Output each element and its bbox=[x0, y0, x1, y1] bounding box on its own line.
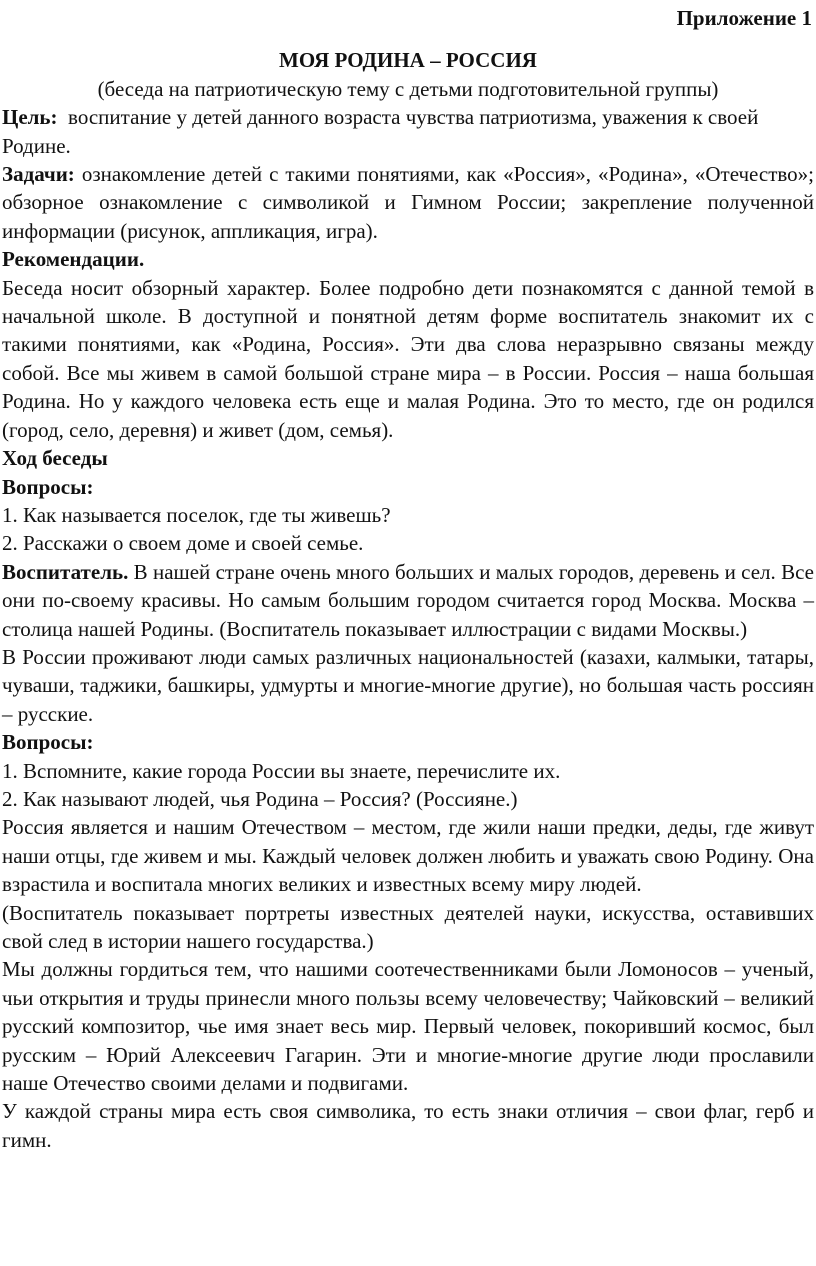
portraits-paragraph: (Воспитатель показывает портреты известных деятелей науки, искусства, оставивших свой след в истории нашего государства.) bbox=[2, 900, 814, 953]
document-title: МОЯ РОДИНА – РОССИЯ bbox=[279, 48, 537, 73]
fatherland-paragraph: Россия является и нашим Отечеством – местом, где жили наши предки, деды, где живут наши отцы, где живем и мы. Каждый человек должен любить и уважать свою Родину. Она взрастила и воспитала многих великих и известных всему миру людей. bbox=[2, 815, 814, 897]
tasks-text: ознакомление детей с такими понятиями, как «Россия», «Родина», «Отечество»; обзорное ознакомление с символикой и Гимном России; закрепление полученной информации (рисунок, аппликация, игра). bbox=[2, 162, 814, 243]
proud-paragraph: Мы должны гордиться тем, что нашими соотечественниками были Ломоносов – ученый, чьи открытия и труды принесли много пользы всему человечеству; Чайковский – великий русский композитор, чье имя знает весь мир. Первый человек, покоривший космос, был русским – Юрий Алексеевич Гагарин. Эти и многие-многие другие люди прославили наше Отечество своими делами и подвигами. bbox=[2, 957, 814, 1096]
question-item: 2. Расскажи о своем доме и своей семье. bbox=[2, 531, 364, 556]
document-subtitle: (беседа на патриотическую тему с детьми подготовительной группы) bbox=[97, 76, 719, 101]
question-item: 1. Вспомните, какие города России вы знаете, перечислите их. bbox=[2, 758, 561, 783]
goal-paragraph bbox=[2, 103, 814, 160]
course-heading: Ход беседы bbox=[2, 446, 108, 471]
questions-heading-2: Вопросы: bbox=[2, 730, 94, 755]
recommendations-text: Беседа носит обзорный характер. Более подробно дети познакомятся с данной темой в начальной школе. В доступной и понятной детям форме воспитатель знакомит их с такими понятиями, как «Родина, Россия». Эти два слова неразрывно связаны между собой. Все мы живем в самой большой стране мира – в России. Россия – наша большая Родина. Но у каждого человека есть еще и малая Родина. Это то место, где он родился (город, село, деревня) и живет (дом, семья). bbox=[2, 275, 814, 442]
tasks-paragraph bbox=[2, 160, 814, 245]
appendix-label: Приложение 1 bbox=[676, 6, 812, 30]
tasks-label: Задачи: bbox=[2, 162, 75, 187]
symbols-paragraph: У каждой страны мира есть своя символика, то есть знаки отличия – свои флаг, герб и гимн. bbox=[2, 1099, 814, 1152]
teacher-paragraph bbox=[2, 558, 814, 643]
teacher-text: В нашей стране очень много больших и малых городов, деревень и сел. Все они по-своему красивы. Но самым большим городом считается город Москва. Москва – столица нашей Родины. (Воспитатель показывает иллюстрации с видами Москвы.) bbox=[2, 559, 814, 641]
goal-text: воспитание у детей данного возраста чувства патриотизма, уважения к своей Родине. bbox=[2, 105, 759, 158]
question-item: 1. Как называется поселок, где ты живешь? bbox=[2, 502, 391, 527]
questions-heading-1: Вопросы: bbox=[2, 474, 94, 499]
recommendations-heading: Рекомендации. bbox=[2, 247, 145, 272]
question-item: 2. Как называют людей, чья Родина – Россия? (Россияне.) bbox=[2, 786, 518, 811]
nationalities-paragraph: В России проживают люди самых различных национальностей (казахи, калмыки, татары, чуваши, таджики, башкиры, удмурты и многие-многие другие), но большая часть россиян – русские. bbox=[2, 644, 814, 726]
goal-label: Цель: bbox=[2, 105, 58, 130]
teacher-label: Воспитатель. bbox=[2, 559, 129, 584]
